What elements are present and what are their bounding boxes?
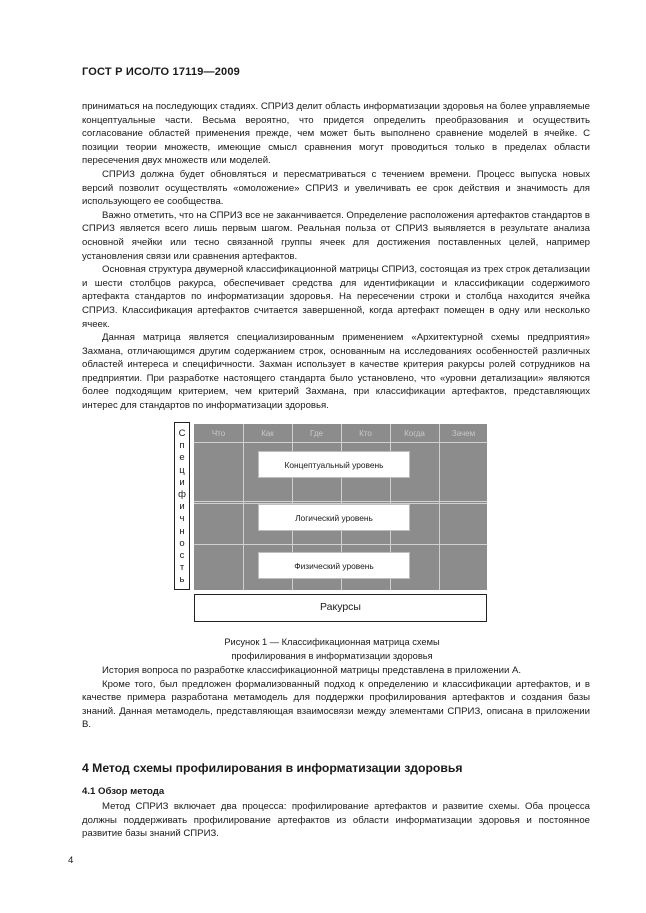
specificity-letter: о bbox=[179, 537, 185, 549]
figure-caption bbox=[174, 635, 490, 663]
specificity-label bbox=[174, 422, 190, 590]
paragraph: СПРИЗ должна будет обновляться и пересматриваться с течением времени. Процесс выпуска новых версий позволит осуществлять «омоложение» СПРИЗ и увеличивать ее срок действия и значимость для использующего ее сообщества. bbox=[82, 168, 590, 208]
specificity-letter: т bbox=[179, 562, 185, 574]
top-text-block bbox=[82, 100, 590, 413]
grid-line bbox=[194, 442, 487, 443]
classification-matrix-figure bbox=[174, 422, 489, 622]
grid-line bbox=[194, 501, 487, 502]
specificity-letter: ч bbox=[179, 513, 185, 525]
column-header: Где bbox=[310, 429, 323, 438]
section-title: 4 Метод схемы профилирования в информатизации здоровья bbox=[82, 761, 463, 775]
column-header: Как bbox=[261, 429, 274, 438]
subsection-title: 4.1 Обзор метода bbox=[82, 786, 165, 797]
specificity-letter: и bbox=[179, 476, 185, 488]
specificity-letter: п bbox=[179, 440, 185, 452]
paragraph: приниматься на последующих стадиях. СПРИЗ делит область информатизации здоровья на более управляемые концептуальные части. Весьма вероятно, что придется определить преобразования и осуществить согласование областей применения прежде, чем может быть выполнено сравнение моделей в ячейке. С позиции теории множеств, имеющие смысл сравнения могут проводиться только в пределах области пересечения двух множеств или моделей. bbox=[82, 101, 590, 167]
specificity-letter: е bbox=[179, 452, 185, 464]
specificity-letter: ь bbox=[179, 574, 185, 586]
paragraph: Кроме того, был предложен формализованный подход к определению и классификации артефактов, и в качестве примера разработана метамодель для поддержки профилирования артефактов и создания базы знаний. Данная метамодель, представляющая взаимосвязи между элементами СПРИЗ, описана в приложении В. bbox=[82, 678, 590, 731]
level-physical: Физический уровень bbox=[258, 552, 410, 579]
caption-line: профилирования в информатизации здоровья bbox=[231, 651, 433, 661]
column-header: Когда bbox=[404, 429, 425, 438]
middle-text-block bbox=[82, 664, 590, 732]
column-header: Зачем bbox=[451, 429, 476, 438]
specificity-letter: с bbox=[179, 550, 185, 562]
column-header: Что bbox=[211, 429, 226, 438]
grid-line bbox=[194, 544, 487, 545]
specificity-letter: С bbox=[178, 428, 186, 439]
paragraph: Основная структура двумерной классификационной матрицы СПРИЗ, состоящая из трех строк детализации и шести столбцов ракурса, обеспечивает средства для идентификации и классификации содержимого артефакта стандартов по информатизации здоровья. На пересечении строки и столбца находится ячейка СПРИЗ. Классификация артефактов считается завершенной, когда артефакт помещен в одну или несколько ячеек. bbox=[82, 264, 590, 330]
document-header: ГОСТ Р ИСО/ТО 17119—2009 bbox=[82, 66, 240, 78]
grid-line bbox=[439, 424, 440, 590]
page-number: 4 bbox=[68, 855, 74, 866]
paragraph: История вопроса по разработке классификационной матрицы представлена в приложении А. bbox=[102, 665, 522, 676]
grid-line bbox=[243, 424, 244, 590]
paragraph: Данная матрица является специализированным применением «Архитектурной схемы предприятия» Захмана, отличающимся другим содержанием строк, основанным на исследованиях особенностей различных областей интереса и специфичности. Захман использует в качестве критерия ракурсы ролей сотрудников на предприятии. При разработке настоящего стандарта было установлено, что «уровни детализации» являются более подходящим критерием, чем критерий Захмана, при классификации артефактов, представляющих интерес для стандартов по информатизации здоровья. bbox=[82, 332, 590, 412]
caption-line: Рисунок 1 — Классификационная матрица схемы bbox=[224, 637, 440, 647]
matrix-grid bbox=[194, 424, 487, 590]
specificity-letter: ц bbox=[179, 464, 185, 476]
bottom-text-block bbox=[82, 800, 590, 841]
specificity-letter: и bbox=[179, 501, 185, 513]
paragraph: Метод СПРИЗ включает два процесса: профилирование артефактов и развитие схемы. Оба процесса должны поддерживать профилирование артефактов из области информатизации здоровья и постоянное развитие базы знаний СПРИЗ. bbox=[82, 801, 590, 840]
specificity-letter: ф bbox=[178, 489, 186, 501]
column-header: Кто bbox=[359, 429, 372, 438]
perspectives-label: Ракурсы bbox=[194, 594, 487, 622]
specificity-letter: н bbox=[179, 525, 185, 537]
level-logical: Логический уровень bbox=[258, 504, 410, 531]
level-conceptual: Концептуальный уровень bbox=[258, 451, 410, 478]
paragraph: Важно отметить, что на СПРИЗ все не заканчивается. Определение расположения артефактов стандартов в СПРИЗ является всего лишь первым шагом. Реальная польза от СПРИЗ выявляется в результате анализа основной ячейки или тесно связанной группы ячеек для достижения поставленных целей, например установления связи или сравнения артефактов. bbox=[82, 209, 590, 262]
